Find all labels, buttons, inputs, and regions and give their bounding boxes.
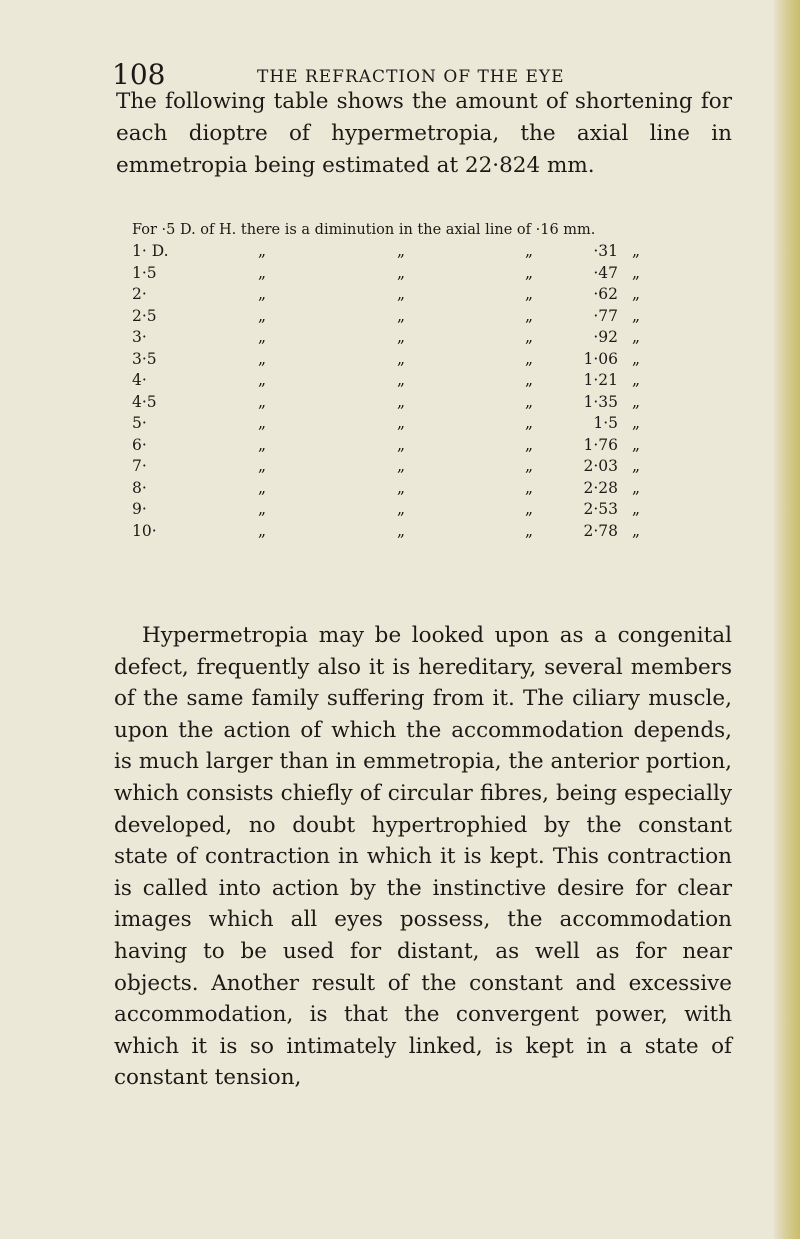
body-paragraph-text: Hypermetropia may be looked upon as a congenital defect, frequently also it is hereditary, several members of the same family suffering from it. The ciliary muscle, upon the action of which the accommodation depends, is much larger than in emmetropia, the anterior portion, which consists chiefly of circular fibres, being especially developed, no doubt hypertrophied by the constant state of contraction in which it is kept. This contraction is called into action by the instinctive desire for clear images which all eyes possess, the accommodation having to be used for distant, as well as for near objects. Another result of the constant and excessive accommodation, is that the convergent power, with which it is so intimately linked, is kept in a state of constant tension,	[114, 623, 732, 1091]
ditto-mark: „	[632, 392, 641, 411]
ditto-mark: „	[397, 392, 406, 411]
table-row	[132, 264, 752, 286]
ditto-mark: „	[525, 392, 534, 411]
table-caption: For ·5 D. of H. there is a diminution in the axial line of ·16 mm.	[132, 222, 596, 238]
ditto-mark: „	[397, 242, 406, 260]
shortening-value-cell: 1·06	[583, 349, 618, 368]
ditto-mark: „	[525, 500, 534, 518]
ditto-mark: „	[258, 263, 267, 282]
ditto-mark: „	[258, 349, 267, 368]
running-title: THE REFRACTION OF THE EYE	[257, 67, 565, 87]
table-row	[132, 371, 752, 393]
ditto-mark: „	[525, 263, 534, 282]
table-row	[132, 285, 752, 307]
table-row	[132, 436, 752, 458]
shortening-value-cell: 2·28	[583, 478, 618, 497]
ditto-mark: „	[397, 435, 406, 454]
dioptre-cell: 7·	[132, 457, 147, 475]
dioptre-cell: 8·	[132, 478, 147, 497]
table-row	[132, 393, 752, 415]
shortening-value-cell: 2·03	[583, 457, 618, 475]
dioptre-cell: 5·	[132, 414, 147, 432]
ditto-mark: „	[258, 457, 267, 475]
table-row	[132, 350, 752, 372]
ditto-mark: „	[525, 435, 534, 454]
ditto-mark: „	[525, 285, 534, 303]
ditto-mark: „	[632, 349, 641, 368]
dioptre-cell: 10·	[132, 521, 157, 540]
dioptre-cell: 2·	[132, 285, 147, 303]
ditto-mark: „	[258, 414, 267, 432]
ditto-mark: „	[258, 371, 267, 389]
dioptre-cell: 9·	[132, 500, 147, 518]
ditto-mark: „	[525, 521, 534, 540]
dioptre-cell: 4·5	[132, 392, 157, 411]
ditto-mark: „	[258, 435, 267, 454]
dioptre-cell: 1· D.	[132, 242, 169, 260]
ditto-mark: „	[632, 306, 641, 325]
ditto-mark: „	[397, 371, 406, 389]
ditto-mark: „	[632, 328, 641, 346]
ditto-mark: „	[632, 500, 641, 518]
dioptre-cell: 3·	[132, 328, 147, 346]
table-row	[132, 500, 752, 522]
ditto-mark: „	[397, 500, 406, 518]
ditto-mark: „	[258, 242, 267, 260]
table-row	[132, 479, 752, 501]
ditto-mark: „	[258, 478, 267, 497]
ditto-mark: „	[397, 349, 406, 368]
table-row	[132, 307, 752, 329]
shortening-value-cell: ·62	[593, 285, 618, 303]
ditto-mark: „	[632, 521, 641, 540]
dioptre-cell: 2·5	[132, 306, 157, 325]
ditto-mark: „	[525, 414, 534, 432]
dioptre-cell: 6·	[132, 435, 147, 454]
ditto-mark: „	[632, 414, 641, 432]
ditto-mark: „	[632, 242, 641, 260]
ditto-mark: „	[258, 392, 267, 411]
shortening-value-cell: 1·21	[583, 371, 618, 389]
shortening-value-cell: ·47	[593, 263, 618, 282]
table-row	[132, 414, 752, 436]
shortening-value-cell: 1·35	[583, 392, 618, 411]
ditto-mark: „	[632, 478, 641, 497]
ditto-mark: „	[632, 263, 641, 282]
ditto-mark: „	[525, 478, 534, 497]
shortening-value-cell: ·92	[593, 328, 618, 346]
ditto-mark: „	[397, 328, 406, 346]
intro-paragraph: The following table shows the amount of shortening for each dioptre of hypermetropia, the axial line in emmetropia being estimated at 22·824 mm.	[116, 89, 732, 178]
body-paragraph	[114, 620, 732, 1094]
ditto-mark: „	[525, 349, 534, 368]
ditto-mark: „	[632, 457, 641, 475]
ditto-mark: „	[397, 263, 406, 282]
ditto-mark: „	[258, 328, 267, 346]
dioptre-cell: 3·5	[132, 349, 157, 368]
ditto-mark: „	[632, 435, 641, 454]
ditto-mark: „	[258, 306, 267, 325]
shortening-value-cell: 1·76	[583, 435, 618, 454]
dioptre-cell: 4·	[132, 371, 147, 389]
shortening-value-cell: 2·78	[583, 521, 618, 540]
ditto-mark: „	[525, 306, 534, 325]
dioptre-cell: 1·5	[132, 263, 157, 282]
table-row	[132, 457, 752, 479]
ditto-mark: „	[397, 478, 406, 497]
shortening-value-cell: 1·5	[593, 414, 618, 432]
shortening-value-cell: ·31	[593, 242, 618, 260]
ditto-mark: „	[258, 521, 267, 540]
page-edge	[774, 0, 800, 1239]
ditto-mark: „	[258, 285, 267, 303]
ditto-mark: „	[397, 285, 406, 303]
ditto-mark: „	[258, 500, 267, 518]
ditto-mark: „	[525, 457, 534, 475]
ditto-mark: „	[525, 371, 534, 389]
shortening-value-cell: ·77	[593, 306, 618, 325]
ditto-mark: „	[397, 457, 406, 475]
ditto-mark: „	[397, 414, 406, 432]
page-number: 108	[112, 58, 166, 91]
ditto-mark: „	[632, 371, 641, 389]
shortening-table	[132, 242, 752, 543]
shortening-value-cell: 2·53	[583, 500, 618, 518]
ditto-mark: „	[632, 285, 641, 303]
ditto-mark: „	[397, 306, 406, 325]
table-row	[132, 522, 752, 544]
ditto-mark: „	[525, 242, 534, 260]
table-row	[132, 242, 752, 264]
ditto-mark: „	[525, 328, 534, 346]
table-row	[132, 328, 752, 350]
ditto-mark: „	[397, 521, 406, 540]
